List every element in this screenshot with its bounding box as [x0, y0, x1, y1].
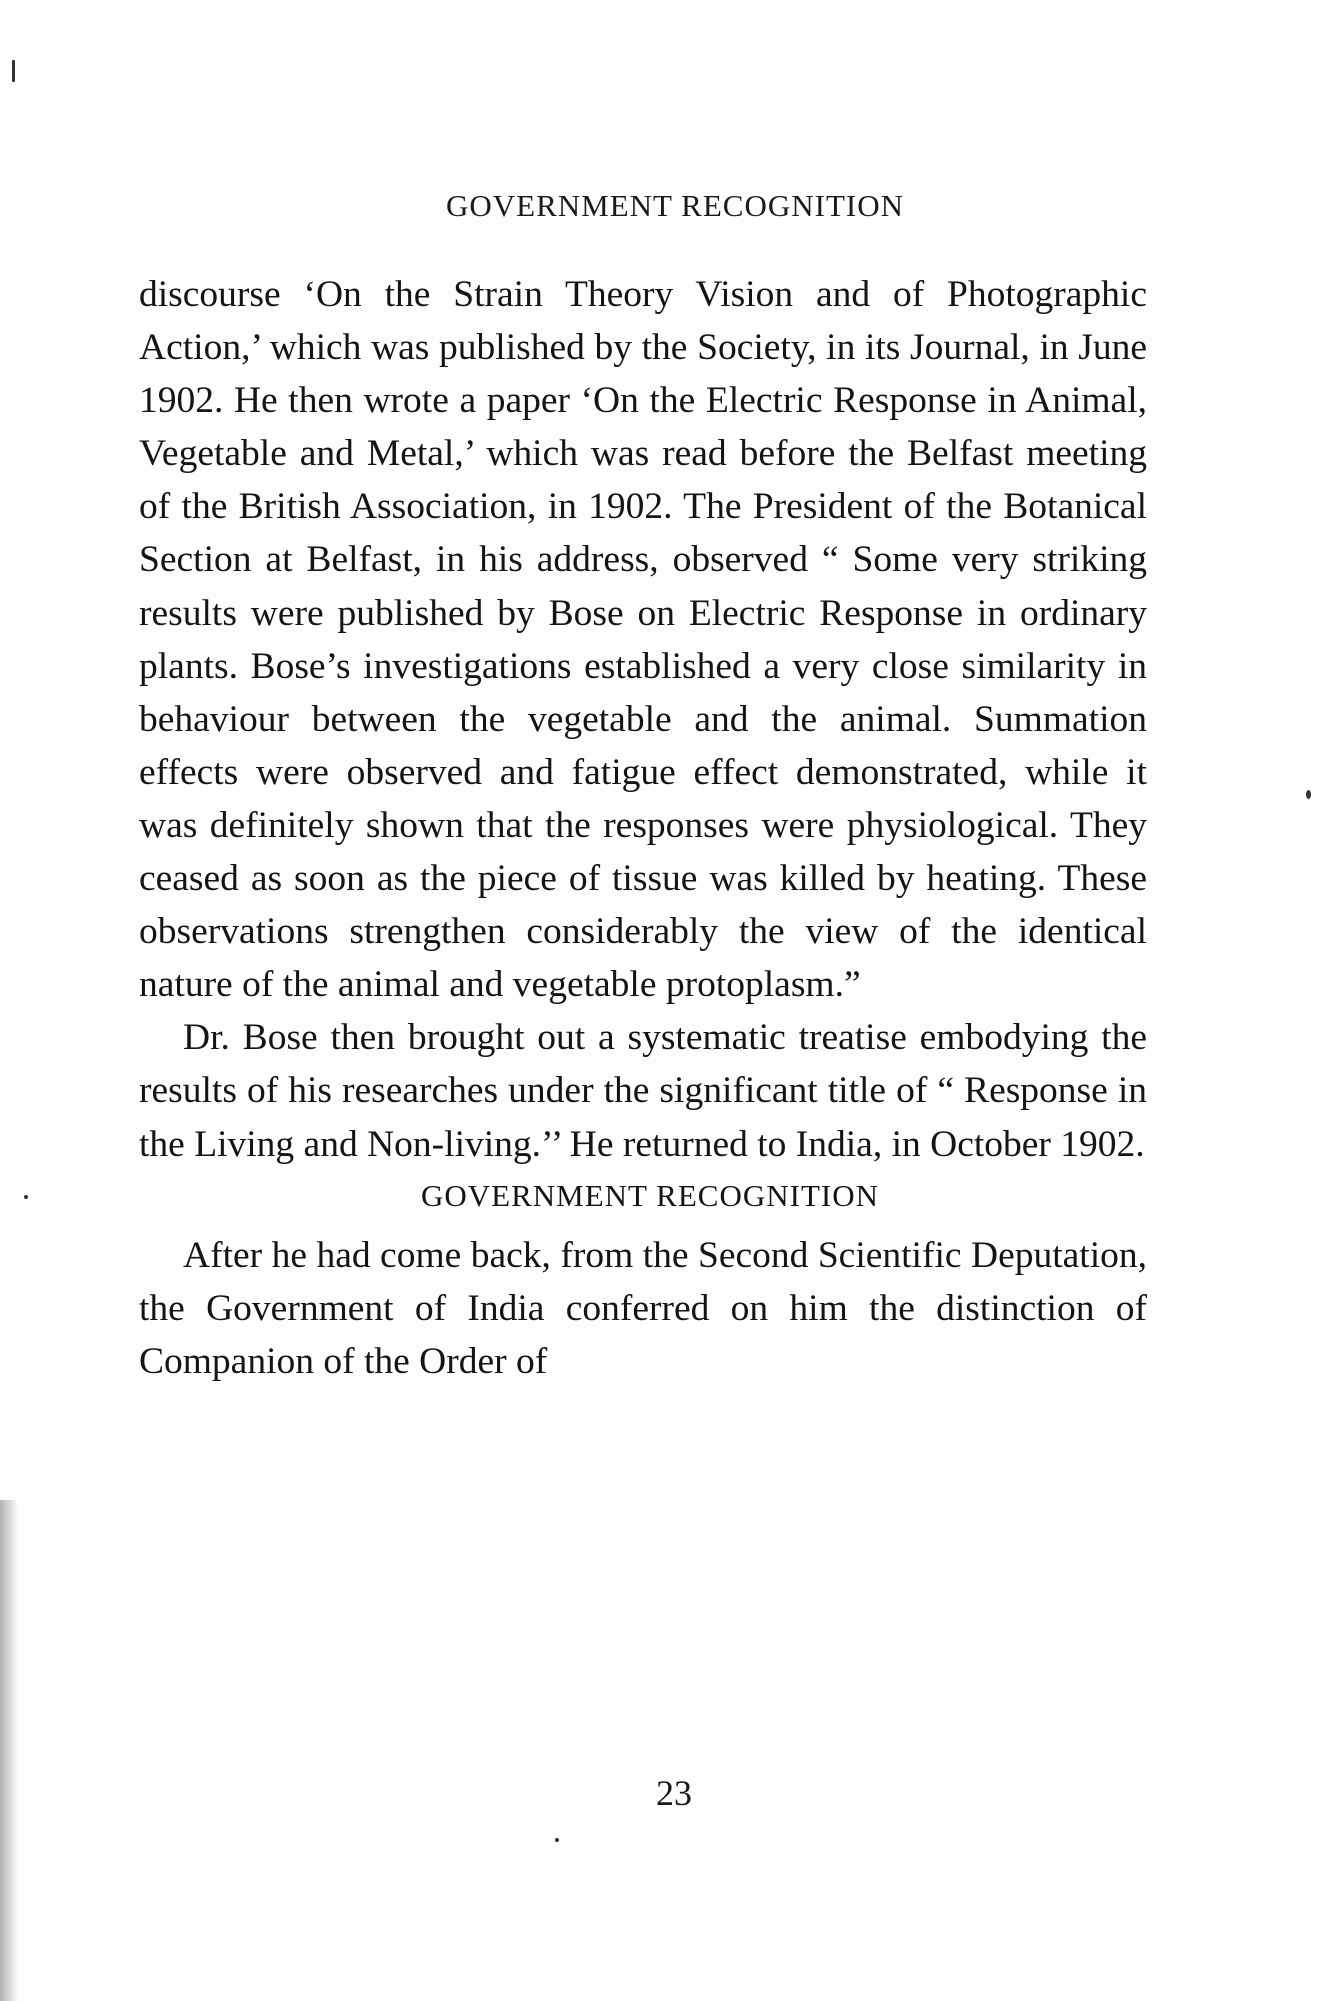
paragraph-2: Dr. Bose then brought out a systematic treatise embodying the results of his researches under the significant title of “ Response in the Living and Non-living.’’ He returned to India, in October 1902. — [139, 1017, 1147, 1165]
paragraph-1: discourse ‘On the Strain Theory Vision and of Photographic Action,’ which was published by the Society, in its Journal, in June 1902. He then wrote a paper ‘On the Electric Response in Animal, Vegetable and Metal,’ which was read before the Belfast meeting of the British Association, in 1902. The President of the Botanical Section at Belfast, in his address, observed “ Some very striking results were published by Bose on Electric Response in ordinary plants. Bose’s investigations established a very close similarity in behaviour between the vegetable and the animal. Summation effects were observed and fatigue effect demonstrated, while it was definitely shown that the responses were physiological. They ceased as soon as the piece of tissue was killed by heating. These observations strengthen considerably the view of the identical nature of the animal and vegetable protoplasm.” — [139, 274, 1147, 1006]
scan-speck — [12, 60, 15, 82]
running-head: GOVERNMENT RECOGNITION — [446, 188, 904, 223]
page-number: 23 — [656, 1773, 692, 1813]
scan-shadow-edge — [0, 1500, 18, 2001]
scan-speck — [1306, 790, 1311, 799]
body-text — [139, 268, 1147, 1388]
paragraph-3: After he had come back, from the Second Scientific Deputation, the Government of India conferred on him the distinction of Companion of the Order of — [139, 1234, 1147, 1382]
section-heading: GOVERNMENT RECOGNITION — [421, 1177, 879, 1213]
scan-speck — [555, 1838, 559, 1842]
scan-speck — [24, 1195, 28, 1199]
